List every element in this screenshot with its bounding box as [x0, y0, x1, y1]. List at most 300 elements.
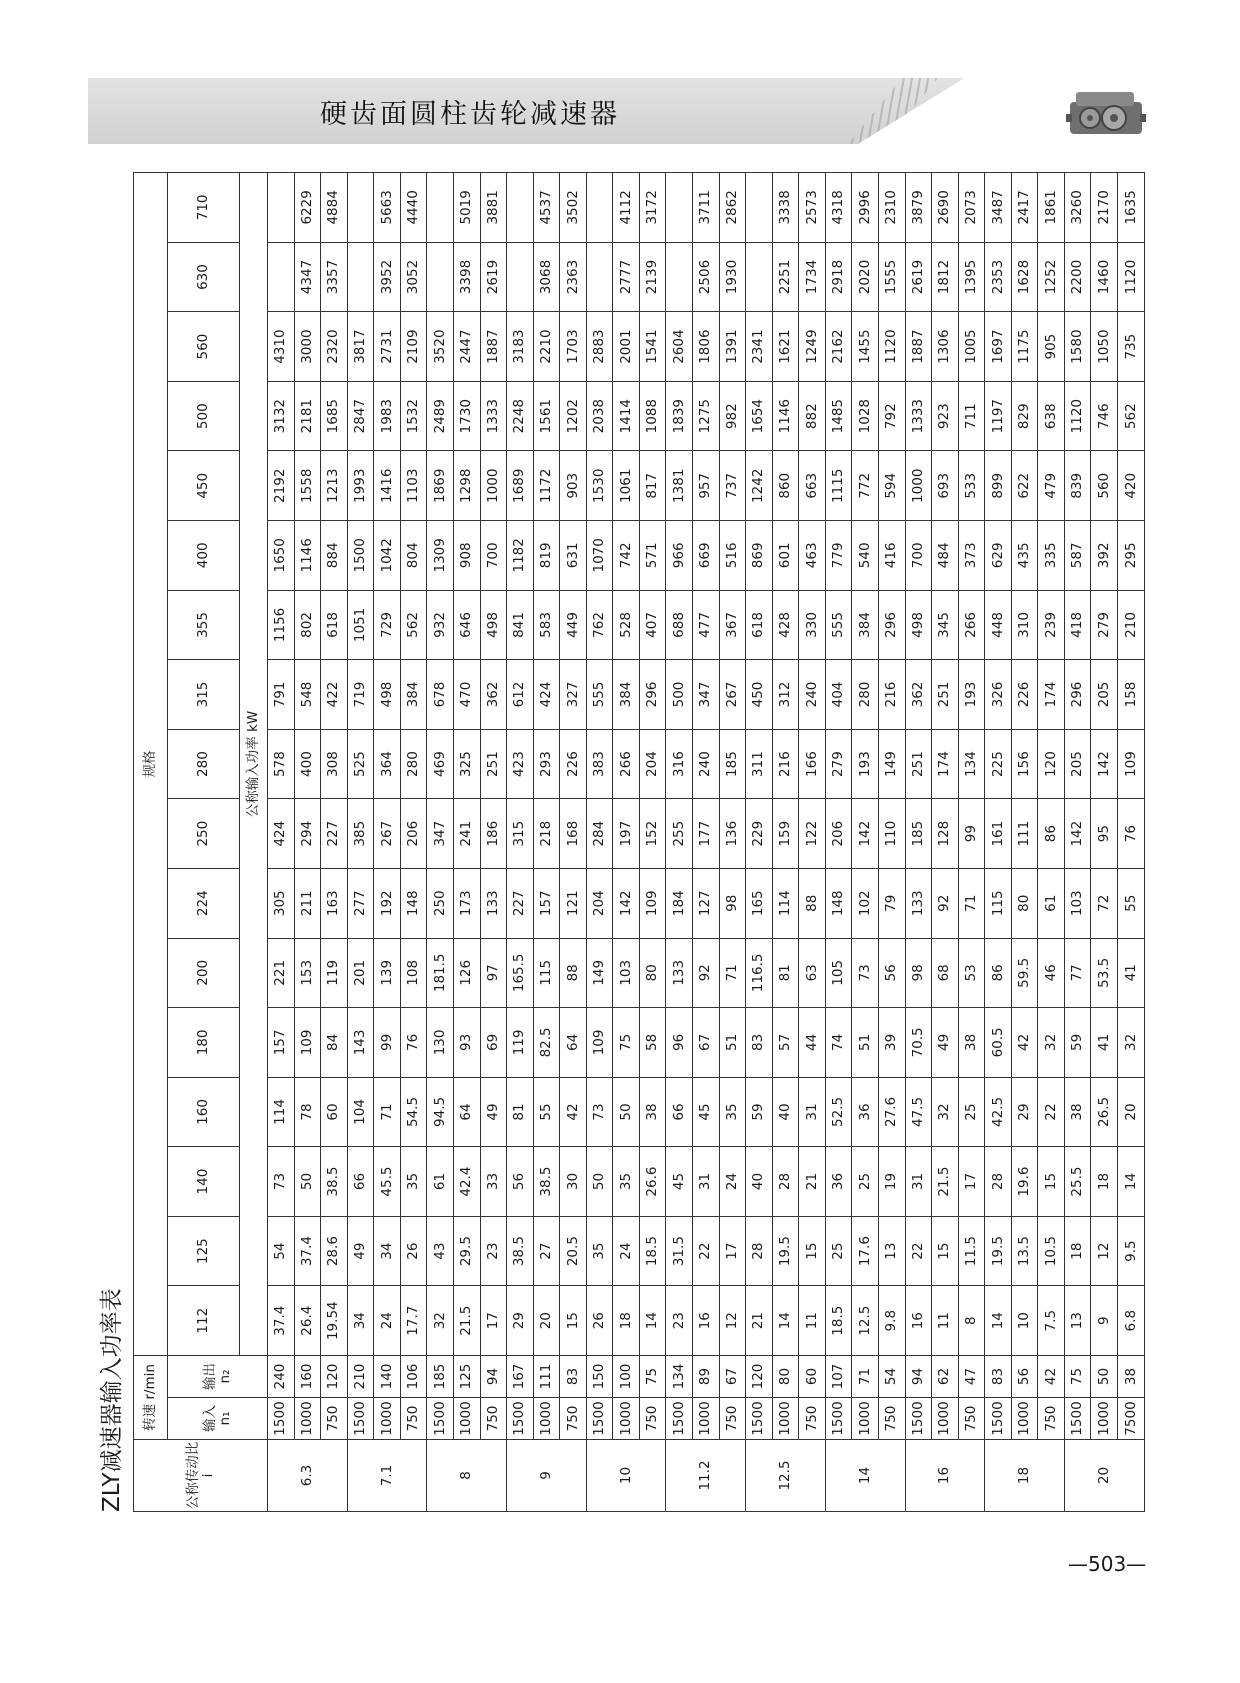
power-cell: 32 [427, 1286, 454, 1356]
power-cell: 92 [932, 868, 959, 938]
ratio-cell: 20 [1064, 1440, 1144, 1512]
output-speed-cell: 125 [453, 1355, 480, 1397]
input-speed-cell: 1500 [985, 1398, 1012, 1440]
power-cell [746, 242, 773, 312]
power-cell: 1730 [453, 381, 480, 451]
power-cell: 3357 [321, 242, 348, 312]
power-cell: 28 [746, 1216, 773, 1286]
power-cell: 111 [1011, 799, 1038, 869]
power-cell: 122 [799, 799, 826, 869]
power-cell [507, 173, 534, 243]
power-cell: 201 [347, 938, 374, 1008]
power-cell: 4347 [294, 242, 321, 312]
power-cell: 38.5 [507, 1216, 534, 1286]
power-cell: 21.5 [453, 1286, 480, 1356]
power-cell: 560 [1091, 451, 1118, 521]
power-cell: 15 [799, 1216, 826, 1286]
output-speed-cell: 38 [1118, 1355, 1145, 1397]
output-speed-cell: 75 [1064, 1355, 1091, 1397]
power-cell: 347 [693, 660, 720, 730]
power-cell: 12 [719, 1286, 746, 1356]
power-cell: 205 [1091, 660, 1118, 730]
power-cell: 116.5 [746, 938, 773, 1008]
power-cell: 240 [799, 660, 826, 730]
power-cell: 1249 [799, 312, 826, 382]
power-cell: 1172 [533, 451, 560, 521]
power-cell: 2353 [985, 242, 1012, 312]
ratio-cell: 7.1 [347, 1440, 427, 1512]
power-cell: 315 [507, 799, 534, 869]
power-cell: 39 [878, 1008, 905, 1078]
power-cell: 1275 [693, 381, 720, 451]
power-cell: 109 [294, 1008, 321, 1078]
power-cell: 6229 [294, 173, 321, 243]
power-cell: 1242 [746, 451, 773, 521]
power-cell: 227 [321, 799, 348, 869]
power-cell: 10 [1011, 1286, 1038, 1356]
input-speed-cell: 750 [560, 1398, 587, 1440]
power-cell: 3817 [347, 312, 374, 382]
power-cell: 22 [693, 1216, 720, 1286]
power-cell: 1298 [453, 451, 480, 521]
power-cell: 121 [560, 868, 587, 938]
power-cell [586, 173, 613, 243]
power-cell: 841 [507, 590, 534, 660]
power-cell: 26.4 [294, 1286, 321, 1356]
input-speed-cell: 750 [321, 1398, 348, 1440]
power-cell: 1202 [560, 381, 587, 451]
power-cell: 3520 [427, 312, 454, 382]
power-cell: 80 [639, 938, 666, 1008]
power-cell: 735 [1118, 312, 1145, 382]
table-row [321, 173, 348, 1512]
power-cell: 1930 [719, 242, 746, 312]
output-speed-cell: 89 [693, 1355, 720, 1397]
power-cell: 516 [719, 521, 746, 591]
power-cell: 663 [799, 451, 826, 521]
output-speed-cell: 140 [374, 1355, 401, 1397]
power-cell: 42.5 [985, 1077, 1012, 1147]
power-cell: 76 [400, 1008, 427, 1078]
power-cell: 136 [719, 799, 746, 869]
power-cell: 60.5 [985, 1008, 1012, 1078]
table-row [666, 173, 693, 1512]
table-row [825, 173, 852, 1512]
power-cell: 13 [878, 1216, 905, 1286]
power-cell: 367 [719, 590, 746, 660]
power-cell: 316 [666, 729, 693, 799]
size-header: 160 [168, 1077, 240, 1147]
power-cell: 2139 [639, 242, 666, 312]
power-cell: 1050 [1091, 312, 1118, 382]
power-cell: 555 [586, 660, 613, 730]
power-cell: 31 [693, 1147, 720, 1217]
power-cell: 44 [799, 1008, 826, 1078]
power-cell: 2731 [374, 312, 401, 382]
power-cell: 31 [799, 1077, 826, 1147]
power-cell: 450 [746, 660, 773, 730]
power-cell: 700 [905, 521, 932, 591]
power-cell: 69 [480, 1008, 507, 1078]
power-cell: 525 [347, 729, 374, 799]
power-cell: 71 [719, 938, 746, 1008]
power-cell: 2489 [427, 381, 454, 451]
power-cell: 345 [932, 590, 959, 660]
power-cell: 142 [1064, 799, 1091, 869]
power-cell: 15 [560, 1286, 587, 1356]
power-cell: 33 [480, 1147, 507, 1217]
power-cell: 1993 [347, 451, 374, 521]
power-cell: 119 [321, 938, 348, 1008]
power-cell: 400 [294, 729, 321, 799]
power-cell: 59.5 [1011, 938, 1038, 1008]
power-cell: 38 [639, 1077, 666, 1147]
power-cell: 3172 [639, 173, 666, 243]
power-cell: 37.4 [268, 1286, 295, 1356]
power-cell: 1103 [400, 451, 427, 521]
input-speed-cell: 1000 [294, 1398, 321, 1440]
power-cell: 27.6 [878, 1077, 905, 1147]
power-cell: 66 [666, 1077, 693, 1147]
table-row [480, 173, 507, 1512]
power-cell: 6.8 [1118, 1286, 1145, 1356]
power-cell: 14 [1118, 1147, 1145, 1217]
power-cell: 16 [905, 1286, 932, 1356]
power-cell: 1381 [666, 451, 693, 521]
table-row [1091, 173, 1118, 1512]
power-cell: 1395 [958, 242, 985, 312]
power-cell: 41 [1118, 938, 1145, 1008]
power-cell: 587 [1064, 521, 1091, 591]
output-speed-cell: 60 [799, 1355, 826, 1397]
rotated-table [99, 172, 1145, 1512]
table-row [852, 173, 879, 1512]
power-cell: 1532 [400, 381, 427, 451]
power-cell: 1182 [507, 521, 534, 591]
power-cell: 43 [427, 1216, 454, 1286]
power-cell: 629 [985, 521, 1012, 591]
power-cell: 1042 [374, 521, 401, 591]
table-row [400, 173, 427, 1512]
input-speed-cell: 750 [799, 1398, 826, 1440]
table-row [533, 173, 560, 1512]
input-speed-cell: 750 [480, 1398, 507, 1440]
power-cell: 36 [852, 1077, 879, 1147]
input-speed-cell: 1000 [374, 1398, 401, 1440]
power-cell: 149 [586, 938, 613, 1008]
power-cell: 2417 [1011, 173, 1038, 243]
power-cell: 205 [1064, 729, 1091, 799]
power-cell: 206 [825, 799, 852, 869]
power-cell: 142 [613, 868, 640, 938]
table-row [1118, 173, 1145, 1512]
power-cell: 88 [560, 938, 587, 1008]
power-cell: 126 [453, 938, 480, 1008]
power-cell: 9.5 [1118, 1216, 1145, 1286]
power-cell: 13.5 [1011, 1216, 1038, 1286]
power-cell: 161 [985, 799, 1012, 869]
power-cell: 498 [480, 590, 507, 660]
table-row [613, 173, 640, 1512]
power-cell: 11 [799, 1286, 826, 1356]
power-cell: 839 [1064, 451, 1091, 521]
power-cell: 193 [958, 660, 985, 730]
power-cell: 2320 [321, 312, 348, 382]
power-cell [347, 242, 374, 312]
power-cell: 407 [639, 590, 666, 660]
power-cell: 1485 [825, 381, 852, 451]
power-cell: 54.5 [400, 1077, 427, 1147]
power-cell: 384 [852, 590, 879, 660]
power-cell: 34 [347, 1286, 374, 1356]
output-speed-cell: 80 [772, 1355, 799, 1397]
power-cell: 35 [719, 1077, 746, 1147]
power-cell: 119 [507, 1008, 534, 1078]
power-cell: 1146 [772, 381, 799, 451]
power-cell: 42 [1011, 1008, 1038, 1078]
power-cell: 829 [1011, 381, 1038, 451]
power-cell: 418 [1064, 590, 1091, 660]
power-cell: 903 [560, 451, 587, 521]
power-cell: 29.5 [453, 1216, 480, 1286]
power-cell: 1555 [878, 242, 905, 312]
power-cell: 2847 [347, 381, 374, 451]
size-header: 315 [168, 660, 240, 730]
power-cell: 184 [666, 868, 693, 938]
power-cell: 2310 [878, 173, 905, 243]
table-row [347, 173, 374, 1512]
power-cell: 58 [639, 1008, 666, 1078]
power-cell: 957 [693, 451, 720, 521]
power-cell: 327 [560, 660, 587, 730]
table-row [586, 173, 613, 1512]
power-cell: 905 [1038, 312, 1065, 382]
power-cell: 719 [347, 660, 374, 730]
power-cell: 98 [905, 938, 932, 1008]
power-cell: 36 [825, 1147, 852, 1217]
power-cell: 594 [878, 451, 905, 521]
table-row [958, 173, 985, 1512]
power-cell: 869 [746, 521, 773, 591]
power-cell: 966 [666, 521, 693, 591]
power-cell: 737 [719, 451, 746, 521]
power-cell: 2996 [852, 173, 879, 243]
power-cell: 17 [719, 1216, 746, 1286]
power-cell: 34 [374, 1216, 401, 1286]
power-cell: 308 [321, 729, 348, 799]
power-cell: 791 [268, 660, 295, 730]
power-cell: 424 [533, 660, 560, 730]
input-speed-cell: 1000 [772, 1398, 799, 1440]
power-cell: 19.6 [1011, 1147, 1038, 1217]
power-cell: 94.5 [427, 1077, 454, 1147]
power-cell: 294 [294, 799, 321, 869]
power-cell: 49 [932, 1008, 959, 1078]
power-cell: 384 [613, 660, 640, 730]
power-cell: 110 [878, 799, 905, 869]
input-speed-cell: 750 [400, 1398, 427, 1440]
power-cell: 420 [1118, 451, 1145, 521]
power-cell: 463 [799, 521, 826, 591]
table-row [746, 173, 773, 1512]
power-cell: 3711 [693, 173, 720, 243]
table-row [294, 173, 321, 1512]
power-cell: 26 [400, 1216, 427, 1286]
power-cell: 99 [374, 1008, 401, 1078]
power-cell: 2883 [586, 312, 613, 382]
power-cell: 792 [878, 381, 905, 451]
power-cell: 71 [374, 1077, 401, 1147]
input-speed-header: 输入 n₁ [168, 1398, 268, 1440]
power-cell: 59 [1064, 1008, 1091, 1078]
power-cell [427, 242, 454, 312]
power-cell: 133 [480, 868, 507, 938]
power-cell: 142 [852, 799, 879, 869]
power-cell: 3260 [1064, 173, 1091, 243]
power-cell: 5663 [374, 173, 401, 243]
power-cell: 148 [400, 868, 427, 938]
power-cell: 1861 [1038, 173, 1065, 243]
power-cell: 562 [1118, 381, 1145, 451]
power-cell: 28 [985, 1147, 1012, 1217]
power-cell: 63 [799, 938, 826, 1008]
power-cell: 618 [746, 590, 773, 660]
power-cell: 22 [905, 1216, 932, 1286]
power-cell: 280 [852, 660, 879, 730]
power-cell: 1703 [560, 312, 587, 382]
input-speed-cell: 1500 [1064, 1398, 1091, 1440]
output-speed-cell: 160 [294, 1355, 321, 1397]
input-speed-cell: 1500 [586, 1398, 613, 1440]
power-cell: 157 [268, 1008, 295, 1078]
power-cell: 192 [374, 868, 401, 938]
power-cell: 1309 [427, 521, 454, 591]
power-cell: 50 [586, 1147, 613, 1217]
output-speed-cell: 83 [560, 1355, 587, 1397]
power-cell: 22 [1038, 1077, 1065, 1147]
power-cell: 153 [294, 938, 321, 1008]
power-cell: 3881 [480, 173, 507, 243]
output-speed-cell: 134 [666, 1355, 693, 1397]
power-cell: 804 [400, 521, 427, 591]
power-cell: 612 [507, 660, 534, 730]
power-cell: 477 [693, 590, 720, 660]
power-cell: 18.5 [825, 1286, 852, 1356]
power-cell: 923 [932, 381, 959, 451]
power-cell: 163 [321, 868, 348, 938]
power-cell: 10.5 [1038, 1216, 1065, 1286]
power-cell: 20.5 [560, 1216, 587, 1286]
power-cell: 2200 [1064, 242, 1091, 312]
input-speed-cell: 1500 [746, 1398, 773, 1440]
power-cell: 335 [1038, 521, 1065, 591]
power-cell: 239 [1038, 590, 1065, 660]
power-cell: 241 [453, 799, 480, 869]
power-cell: 168 [560, 799, 587, 869]
power-cell: 70.5 [905, 1008, 932, 1078]
power-cell: 61 [427, 1147, 454, 1217]
power-cell: 216 [772, 729, 799, 799]
power-cell: 86 [1038, 799, 1065, 869]
power-cell: 73 [586, 1077, 613, 1147]
table-row [772, 173, 799, 1512]
power-cell: 32 [1038, 1008, 1065, 1078]
power-cell: 362 [905, 660, 932, 730]
power-cell: 423 [507, 729, 534, 799]
output-speed-header: 输出 n₂ [168, 1355, 268, 1397]
power-cell: 20 [1118, 1077, 1145, 1147]
power-cell: 3052 [400, 242, 427, 312]
power-cell: 21 [746, 1286, 773, 1356]
power-cell: 177 [693, 799, 720, 869]
power-cell: 742 [613, 521, 640, 591]
power-cell: 1120 [1118, 242, 1145, 312]
power-cell: 528 [613, 590, 640, 660]
power-cell: 296 [639, 660, 666, 730]
power-cell: 15 [932, 1216, 959, 1286]
power-cell: 267 [374, 799, 401, 869]
power-cell: 470 [453, 660, 480, 730]
power-cell: 86 [985, 938, 1012, 1008]
power-cell: 56 [507, 1147, 534, 1217]
power-cell: 73 [852, 938, 879, 1008]
table-row [878, 173, 905, 1512]
power-cell: 1689 [507, 451, 534, 521]
power-cell: 54 [268, 1216, 295, 1286]
power-cell: 226 [560, 729, 587, 799]
power-cell: 84 [321, 1008, 348, 1078]
power-cell: 1734 [799, 242, 826, 312]
power-cell: 38 [958, 1008, 985, 1078]
power-cell: 1070 [586, 521, 613, 591]
power-cell: 498 [374, 660, 401, 730]
power-cell: 325 [453, 729, 480, 799]
power-cell: 1156 [268, 590, 295, 660]
power-cell: 225 [985, 729, 1012, 799]
power-cell: 424 [268, 799, 295, 869]
power-cell: 2363 [560, 242, 587, 312]
power-cell: 11.5 [958, 1216, 985, 1286]
power-cell: 622 [1011, 451, 1038, 521]
output-speed-cell: 111 [533, 1355, 560, 1397]
power-cell: 103 [1064, 868, 1091, 938]
power-cell: 139 [374, 938, 401, 1008]
ratio-cell: 14 [825, 1440, 905, 1512]
power-cell: 218 [533, 799, 560, 869]
ratio-cell: 12.5 [746, 1440, 826, 1512]
power-cell: 311 [746, 729, 773, 799]
power-cell: 104 [347, 1077, 374, 1147]
power-cell: 3183 [507, 312, 534, 382]
power-cell: 601 [772, 521, 799, 591]
power-cell: 383 [586, 729, 613, 799]
power-cell: 266 [613, 729, 640, 799]
power-cell: 105 [825, 938, 852, 1008]
power-cell: 1697 [985, 312, 1012, 382]
input-speed-cell: 1000 [613, 1398, 640, 1440]
power-cell: 26.6 [639, 1147, 666, 1217]
power-cell: 23 [480, 1216, 507, 1286]
power-cell: 98 [719, 868, 746, 938]
power-cell: 17.6 [852, 1216, 879, 1286]
power-cell: 1306 [932, 312, 959, 382]
power-cell: 51 [719, 1008, 746, 1078]
power-cell: 500 [666, 660, 693, 730]
size-header: 630 [168, 242, 240, 312]
output-speed-cell: 42 [1038, 1355, 1065, 1397]
power-cell: 17.7 [400, 1286, 427, 1356]
power-cell: 96 [666, 1008, 693, 1078]
